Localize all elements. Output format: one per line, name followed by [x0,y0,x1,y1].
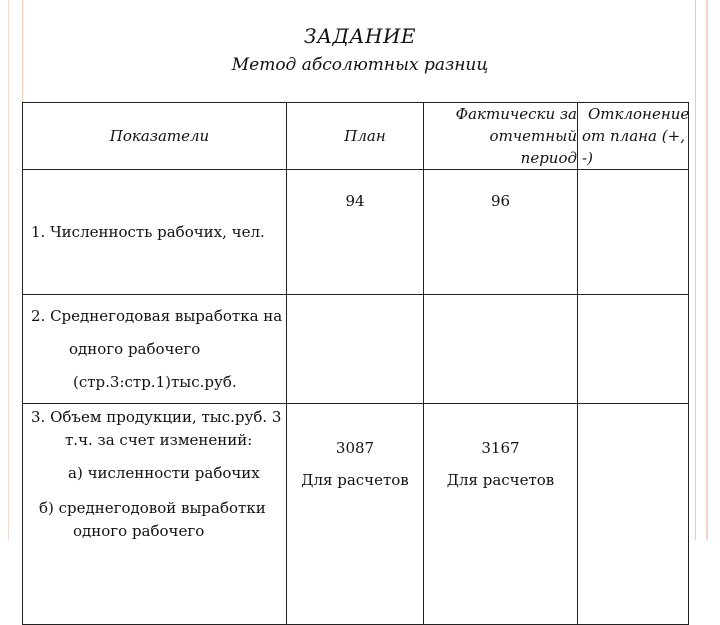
slide-border-left [0,0,23,540]
row3-indicator-line1: 3. Объем продукции, тыс.руб. 3 [31,408,282,426]
header-actual-line1: Фактически за [455,105,577,123]
header-deviation-line1: Отклонение [588,105,690,123]
row2-indicator-line2: одного рабочего [69,339,201,358]
row3-indicator-line4: б) среднегодовой выработки [39,499,266,517]
row2-indicator-line1: 2. Среднегодовая выработка на [31,306,283,325]
header-deviation-line2: от плана (+, -) [582,127,685,167]
row1-indicator: 1. Численность рабочих, чел. [23,170,287,295]
header-plan: План [287,103,424,170]
row2-indicator-line3: (стр.3:стр.1)тыс.руб. [73,372,237,391]
row3-indicator [23,404,287,625]
row2-plan [287,295,424,404]
row3-actual [424,404,578,625]
table-row [23,170,689,295]
row2-actual [424,295,578,404]
row3-indicator-line5: одного рабочего [73,522,205,540]
page-title: ЗАДАНИЕ [304,24,416,48]
row3-indicator-line2: т.ч. за счет изменений: [65,431,253,449]
header-actual [424,103,578,170]
row3-indicator-line3: а) численности рабочих [68,464,260,482]
table-header-row [23,103,689,170]
analysis-table [22,102,689,625]
page-subtitle: Метод абсолютных разниц [231,55,489,75]
row1-deviation [578,170,689,295]
row3-plan-value: 3087 [335,439,375,457]
slide-border-right [695,0,720,540]
table-row [23,295,689,404]
row3-deviation [578,404,689,625]
header-deviation [578,103,689,170]
header-indicators: Показатели [23,103,287,170]
row2-deviation [578,295,689,404]
table-row [23,404,689,625]
row3-actual-value: 3167 [481,439,520,457]
row3-plan-note: Для расчетов [301,471,409,489]
row3-plan [287,404,424,625]
row1-plan: 94 [287,170,424,295]
row2-indicator [23,295,287,404]
row1-actual: 96 [424,170,578,295]
row3-actual-note: Для расчетов [446,471,555,489]
header-actual-line2: отчетный период [489,127,577,167]
